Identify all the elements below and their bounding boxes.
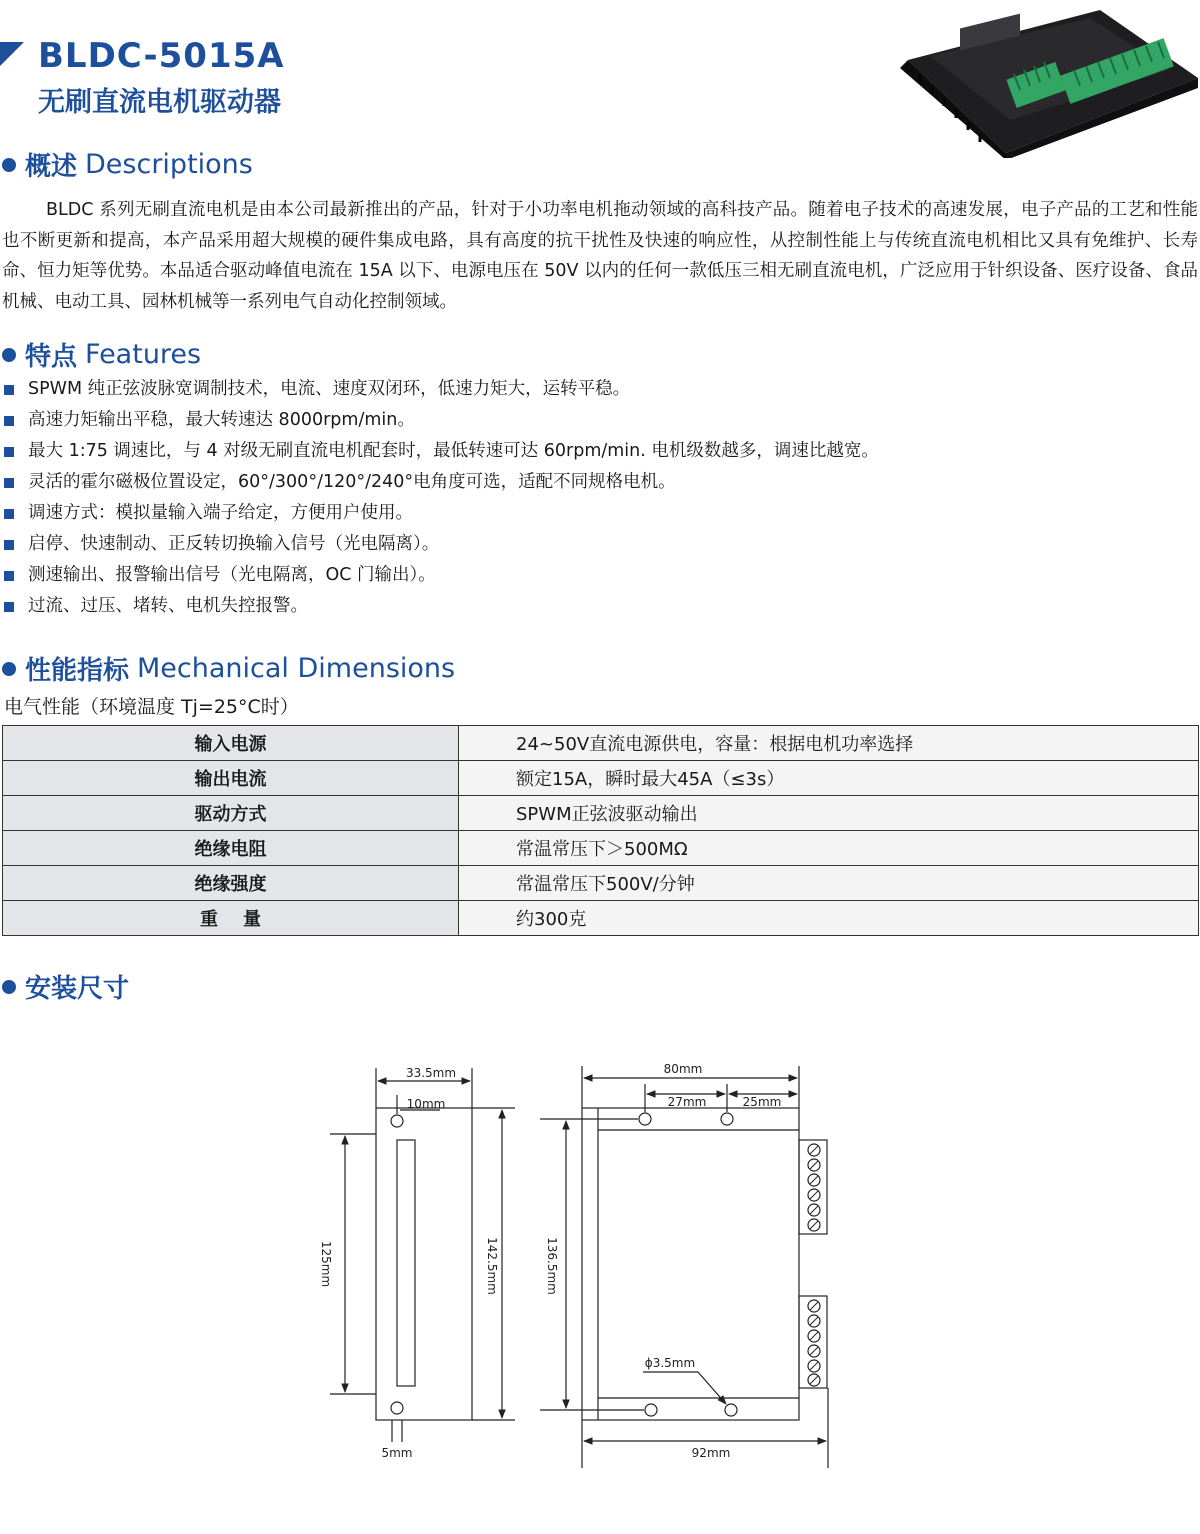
side-view-slot (397, 1140, 415, 1386)
spec-table (2, 725, 1199, 936)
description-paragraph: BLDC 系列无刷直流电机是由本公司最新推出的产品，针对于小功率电机拖动领域的高科技产品。随着电子技术的高速发展，电子产品的工艺和性能也不断更新和提高，本产品采用超大规模的硬件集成电路，具有高度的抗干扰性及快速的响应性，从控制性能上与传统直流电机相比又具有免维护、长寿命、恒力矩等优势。本品适合驱动峰值电流在 15A 以下、电源电压在 50V 以内的任何一款低压三相无刷直流电机，广泛应用于针织设备、医疗设备、食品机械、电动工具、园林机械等一系列电气自动化控制领域。 (2, 200, 1198, 312)
dim-hole-diameter: ϕ3.5mm (644, 1356, 696, 1370)
table-row (3, 866, 1199, 901)
table-row (3, 761, 1199, 796)
electrical-caption: 电气性能（环境温度 Tj=25°C时） (4, 696, 299, 718)
corner-triangle-mark (0, 42, 24, 66)
spec-value: 常温常压下＞500MΩ (459, 831, 1199, 866)
feature-item (4, 436, 879, 467)
table-row (3, 831, 1199, 866)
feature-text: 调速方式：模拟量输入端子给定，方便用户使用。 (28, 503, 413, 523)
feature-text: SPWM 纯正弦波脉宽调制技术，电流、速度双闭环，低速力矩大，运转平稳。 (28, 379, 631, 399)
feature-item (4, 405, 879, 436)
spec-key: 驱动方式 (3, 796, 459, 831)
feature-item (4, 498, 879, 529)
feature-item (4, 560, 879, 591)
feature-text: 最大 1:75 调速比，与 4 对级无刷直流电机配套时，最低转速可达 60rpm/min. 电机级数越多，调速比越宽。 (28, 441, 879, 461)
section-title-zh: 特点 (25, 342, 78, 372)
dim-side-width: 33.5mm (405, 1066, 457, 1080)
section-install-heading (2, 968, 129, 1005)
driver-product-photo (890, 8, 1200, 158)
square-bullet-icon (4, 478, 14, 488)
section-title-en: Descriptions (85, 149, 253, 180)
mounting-dimension-drawing (0, 1040, 1200, 1480)
dim-side-height-outer: 142.5mm (485, 1237, 499, 1295)
spec-key: 绝缘强度 (3, 866, 459, 901)
section-title-zh: 安装尺寸 (25, 974, 130, 1004)
feature-item (4, 591, 879, 622)
square-bullet-icon (4, 602, 14, 612)
bullet-dot-icon (2, 662, 16, 676)
feature-list (4, 374, 879, 622)
square-bullet-icon (4, 571, 14, 581)
table-row (3, 796, 1199, 831)
feature-item (4, 374, 879, 405)
feature-text: 启停、快速制动、正反转切换输入信号（光电隔离）。 (28, 534, 440, 554)
section-title-zh: 性能指标 (25, 656, 130, 686)
spec-key: 输出电流 (3, 761, 459, 796)
square-bullet-icon (4, 416, 14, 426)
square-bullet-icon (4, 509, 14, 519)
spec-value: 24~50V直流电源供电，容量：根据电机功率选择 (459, 726, 1199, 761)
square-bullet-icon (4, 447, 14, 457)
spec-value: SPWM正弦波驱动输出 (459, 796, 1199, 831)
section-title-zh: 概述 (25, 152, 78, 182)
section-specs-heading (2, 650, 455, 687)
section-title-en: Features (85, 339, 202, 370)
terminal-block-top (799, 1140, 827, 1234)
square-bullet-icon (4, 385, 14, 395)
spec-value: 约300克 (459, 901, 1199, 936)
spec-value: 额定15A，瞬时最大45A（≤3s） (459, 761, 1199, 796)
bullet-dot-icon (2, 158, 16, 172)
dim-side-hole-offset: 5mm (381, 1446, 413, 1460)
spec-key: 重 量 (3, 901, 459, 936)
table-row (3, 726, 1199, 761)
section-title-en: Mechanical Dimensions (137, 653, 456, 684)
dim-side-height-inner: 125mm (319, 1240, 333, 1288)
product-name: 无刷直流电机驱动器 (38, 87, 281, 118)
spec-value: 常温常压下500V/分钟 (459, 866, 1199, 901)
feature-text: 过流、过压、堵转、电机失控报警。 (28, 596, 308, 616)
bullet-dot-icon (2, 980, 16, 994)
front-view-outline (582, 1108, 799, 1420)
feature-text: 测速输出、报警输出信号（光电隔离，OC 门输出）。 (28, 565, 436, 585)
spec-key: 输入电源 (3, 726, 459, 761)
dim-front-hole-edge: 25mm (742, 1095, 782, 1109)
table-row (3, 901, 1199, 936)
square-bullet-icon (4, 540, 14, 550)
side-view-outline (376, 1108, 472, 1420)
product-model: BLDC-5015A (38, 36, 285, 76)
feature-text: 高速力矩输出平稳，最大转速达 8000rpm/min。 (28, 410, 415, 430)
feature-text: 灵活的霍尔磁极位置设定，60°/300°/120°/240°电角度可选，适配不同规格电机。 (28, 472, 676, 492)
dim-front-width-top: 80mm (663, 1062, 703, 1076)
bullet-dot-icon (2, 348, 16, 362)
dim-front-hole-vertical: 136.5mm (545, 1237, 559, 1295)
dim-side-slot-offset: 10mm (406, 1097, 446, 1111)
dim-front-hole-spacing: 27mm (667, 1095, 707, 1109)
feature-item (4, 467, 879, 498)
section-descriptions-heading (2, 146, 253, 183)
dim-front-width-bottom: 92mm (691, 1446, 731, 1460)
spec-key: 绝缘电阻 (3, 831, 459, 866)
feature-item (4, 529, 879, 560)
section-features-heading (2, 336, 201, 373)
